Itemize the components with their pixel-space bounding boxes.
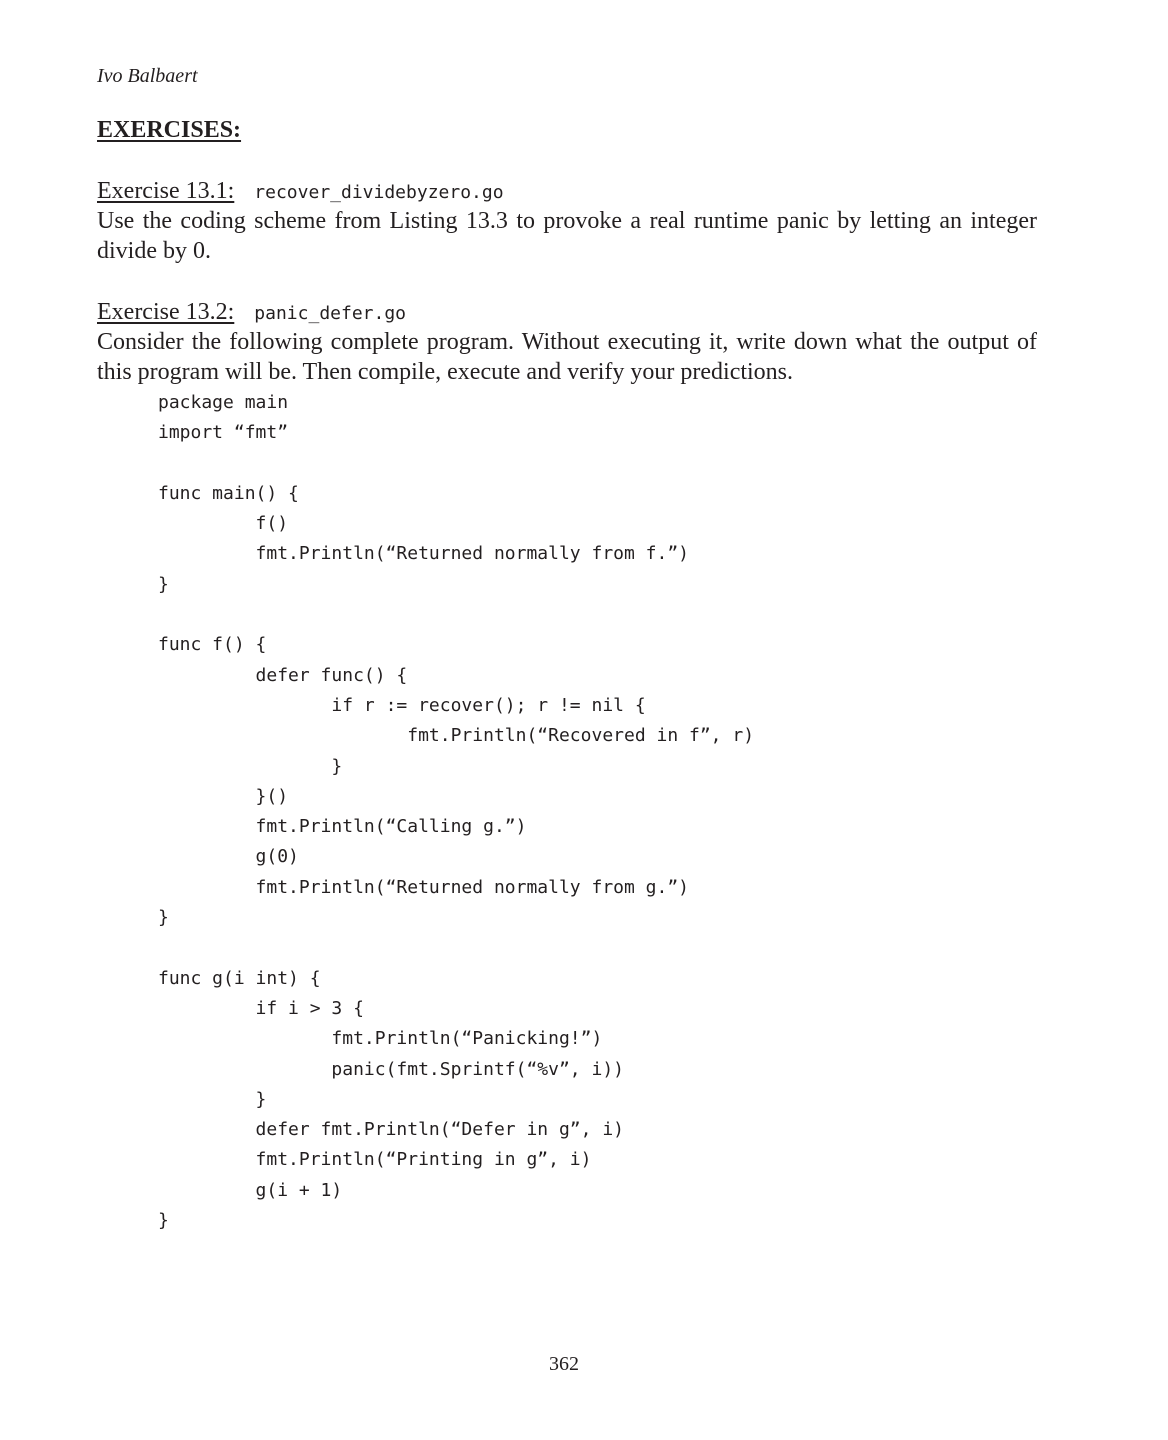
code-line: defer func() { (158, 664, 408, 686)
code-line: } (158, 1088, 267, 1110)
code-line: fmt.Println(“Calling g.”) (158, 816, 527, 838)
code-line: fmt.Println(“Printing in g”, i) (158, 1149, 592, 1171)
exercise-filename: panic_defer.go (254, 303, 407, 324)
exercise-filename: recover_dividebyzero.go (254, 182, 504, 203)
code-line: fmt.Println(“Returned normally from g.”) (158, 876, 690, 898)
code-line: fmt.Println(“Recovered in f”, r) (158, 725, 755, 747)
exercise-description: Use the coding scheme from Listing 13.3 to provoke a real runtime panic by letting an integer divide by 0. (97, 208, 1037, 264)
exercise-13-2 (97, 297, 1037, 387)
exercise-label: Exercise 13.2: (97, 299, 235, 325)
code-line: }() (158, 785, 289, 807)
code-line: func f() { (158, 634, 267, 656)
code-line: } (158, 907, 169, 929)
code-line: if r := recover(); r != nil { (158, 694, 646, 716)
exercise-13-1 (97, 176, 1037, 266)
code-line: if i > 3 { (158, 997, 364, 1019)
code-line: fmt.Println(“Returned normally from f.”) (158, 543, 690, 565)
code-line: panic(fmt.Sprintf(“%v”, i)) (158, 1058, 624, 1080)
code-line: func g(i int) { (158, 967, 321, 989)
section-heading: EXERCISES: (97, 117, 242, 143)
exercise-header (97, 176, 1037, 206)
exercise-header (97, 297, 1037, 327)
code-line (158, 600, 754, 630)
code-line: defer fmt.Println(“Defer in g”, i) (158, 1119, 624, 1141)
code-listing (158, 388, 754, 1236)
code-line: package main (158, 392, 289, 413)
code-line: g(i + 1) (158, 1179, 343, 1201)
exercise-description: Consider the following complete program. Without executing it, write down what the output of this program will be. Then compile, execute and verify your predictions. (97, 329, 1037, 385)
code-line (158, 449, 754, 479)
running-head-author: Ivo Balbaert (97, 65, 198, 87)
code-line: } (158, 1210, 169, 1232)
code-line: func main() { (158, 482, 299, 504)
exercise-label: Exercise 13.1: (97, 178, 235, 204)
code-line: import “fmt” (158, 422, 289, 444)
code-line: } (158, 573, 169, 595)
code-line: } (158, 755, 343, 777)
code-line: f() (158, 513, 289, 535)
code-line (158, 933, 754, 963)
code-line: fmt.Println(“Panicking!”) (158, 1028, 603, 1050)
page-number: 362 (549, 1353, 579, 1375)
code-line: g(0) (158, 846, 299, 868)
